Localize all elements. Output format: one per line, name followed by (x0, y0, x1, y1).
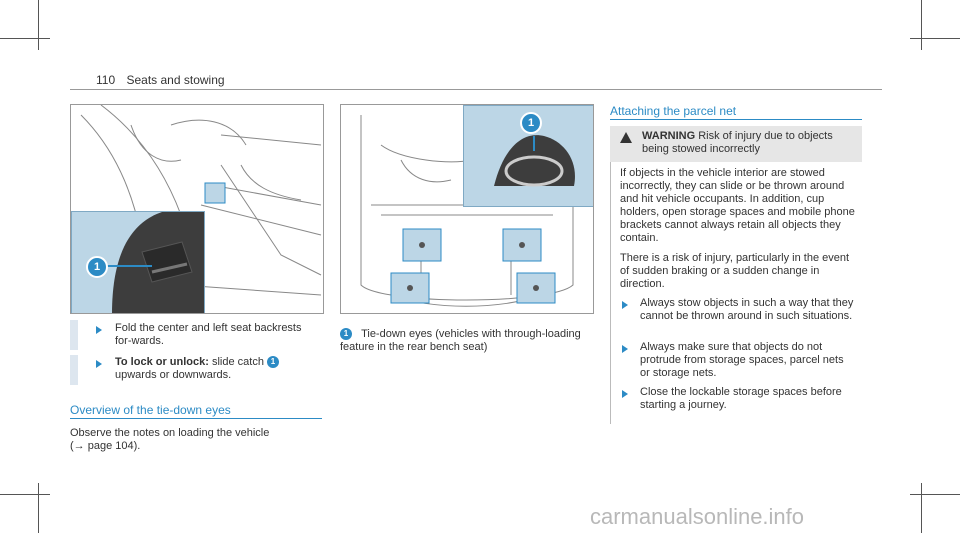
tie-down-heading: Overview of the tie-down eyes (70, 403, 231, 417)
crop-mark (910, 38, 960, 39)
crop-mark (921, 0, 922, 50)
warning-triangle-icon (620, 132, 632, 143)
crop-mark (38, 0, 39, 50)
callout-badge: 1 (86, 256, 108, 278)
crop-mark (0, 38, 50, 39)
bullet-arrow-icon (622, 345, 628, 353)
crop-mark (910, 494, 960, 495)
warning-paragraph: If objects in the vehicle interior are stowed incorrectly, they can slide or be thrown around and hit vehicle occupants. In addition, cup holders, open storage spaces and mobile phone brackets cannot always retain all objects they contain. (620, 167, 855, 244)
bullet-text: Fold the center and left seat backrests for-wards. (115, 322, 302, 347)
seat-backrest-illustration (70, 104, 324, 314)
page-reference-link[interactable]: (→ page 104). (70, 440, 141, 452)
detail-callout (463, 105, 594, 207)
warning-bullet: Always make sure that objects do not protrude from storage spaces, parcel nets or storage nets. (640, 341, 844, 379)
tie-down-eyes-illustration (340, 104, 594, 314)
crop-mark (0, 494, 50, 495)
bullet-marker-bar (70, 320, 78, 350)
section-title: Seats and stowing (126, 73, 225, 87)
catch-badge: 1 (267, 356, 279, 368)
heading-rule (610, 119, 862, 120)
warning-side-rule (610, 162, 611, 424)
detail-callout (71, 211, 205, 314)
caption-badge: 1 (340, 328, 352, 340)
parcel-net-heading: Attaching the parcel net (610, 104, 737, 118)
bullet-arrow-icon (622, 390, 628, 398)
page-header (96, 73, 225, 87)
crop-mark (921, 483, 922, 533)
bullet-arrow-icon (622, 301, 628, 309)
bullet-arrow-icon (96, 326, 102, 334)
warning-bullet: Close the lockable storage spaces before starting a journey. (640, 386, 842, 411)
image-caption: 1 Tie-down eyes (vehicles with through-loading feature in the rear bench seat) (340, 328, 581, 353)
bullet-marker-bar (70, 355, 78, 385)
warning-box (610, 126, 862, 162)
bullet-text: To lock or unlock: slide catch 1 upwards or downwards. (115, 356, 320, 382)
warning-bullet: Always stow objects in such a way that they cannot be thrown around in such situations. (640, 297, 854, 322)
header-rule (70, 89, 882, 90)
warning-text: WARNING Risk of injury due to objects being stowed incorrectly (642, 130, 833, 155)
watermark: carmanualsonline.info (590, 504, 805, 529)
tie-down-paragraph: Observe the notes on loading the vehicle (→ page 104). (70, 427, 320, 453)
bullet-arrow-icon (96, 360, 102, 368)
warning-paragraph: There is a risk of injury, particularly in the event of sudden braking or a sudden change in direction. (620, 252, 850, 290)
page-number: 110 (96, 73, 116, 87)
callout-badge: 1 (520, 112, 542, 134)
heading-rule (70, 418, 322, 419)
crop-mark (38, 483, 39, 533)
